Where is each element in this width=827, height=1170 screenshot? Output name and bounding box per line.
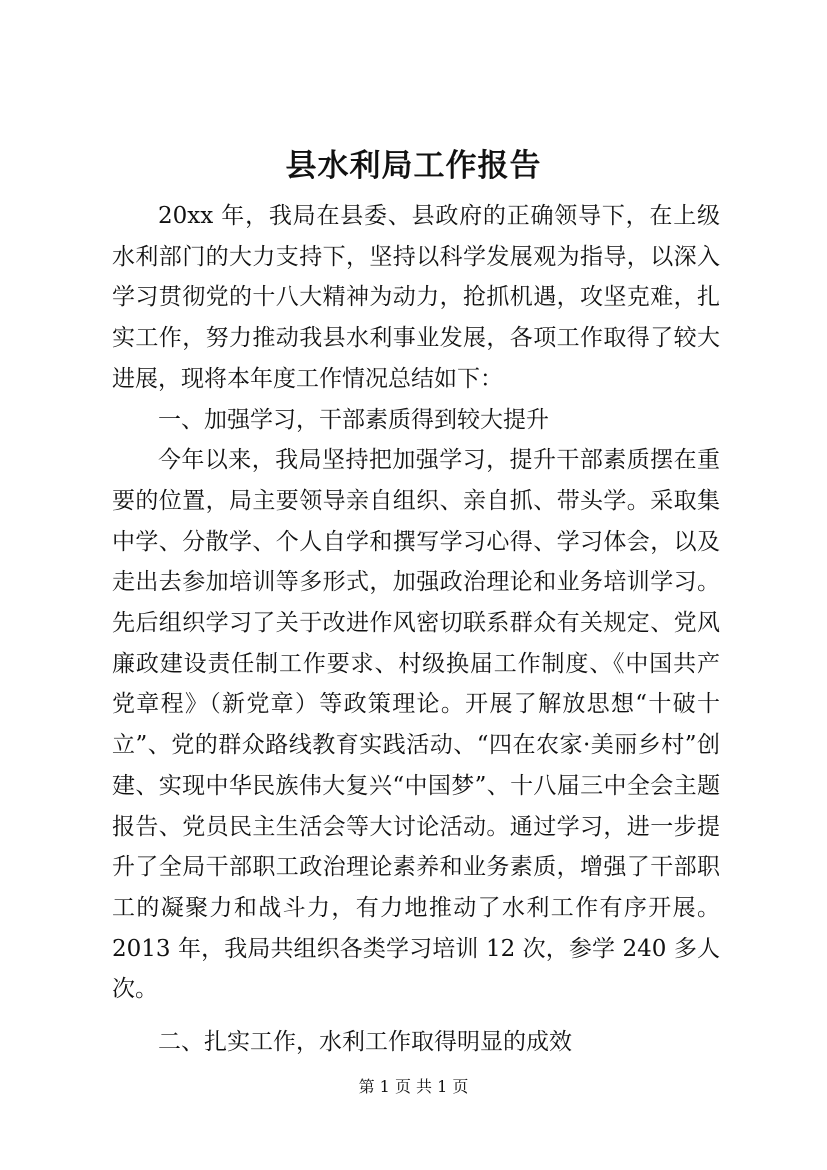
document-body <box>112 196 720 1063</box>
section-1-paragraph: 今年以来，我局坚持把加强学习，提升干部素质摆在重要的位置，局主要领导亲自组织、亲自抓、带头学。采取集中学、分散学、个人自学和撰写学习心得、学习体会，以及走出去参加培训等多形式，加强政治理论和业务培训学习。先后组织学习了关于改进作风密切联系群众有关规定、党风廉政建设责任制工作要求、村级换届工作制度、《中国共产党章程》（新党章）等政策理论。开展了解放思想“十破十立”、党的群众路线教育实践活动、“四在农家·美丽乡村”创建、实现中华民族伟大复兴“中国梦”、十八届三中全会主题报告、党员民主生活会等大讨论活动。通过学习，进一步提升了全局干部职工政治理论素养和业务素质，增强了干部职工的凝聚力和战斗力，有力地推动了水利工作有序开展。2013 年，我局共组织各类学习培训 12 次，参学 240 多人次。 <box>112 447 720 1003</box>
intro-paragraph: 20xx 年，我局在县委、县政府的正确领导下，在上级水利部门的大力支持下，坚持以科学发展观为指导，以深入学习贯彻党的十八大精神为动力，抢抓机遇，攻坚克难，扎实工作，努力推动我县水利事业发展，各项工作取得了较大进展，现将本年度工作情况总结如下： <box>112 203 720 392</box>
page-footer: 第 1 页 共 1 页 <box>358 1077 469 1096</box>
document-title: 县水利局工作报告 <box>285 148 542 184</box>
section-heading-2: 二、扎实工作，水利工作取得明显的成效 <box>158 1029 572 1056</box>
section-heading-1: 一、加强学习，干部素质得到较大提升 <box>158 406 549 433</box>
